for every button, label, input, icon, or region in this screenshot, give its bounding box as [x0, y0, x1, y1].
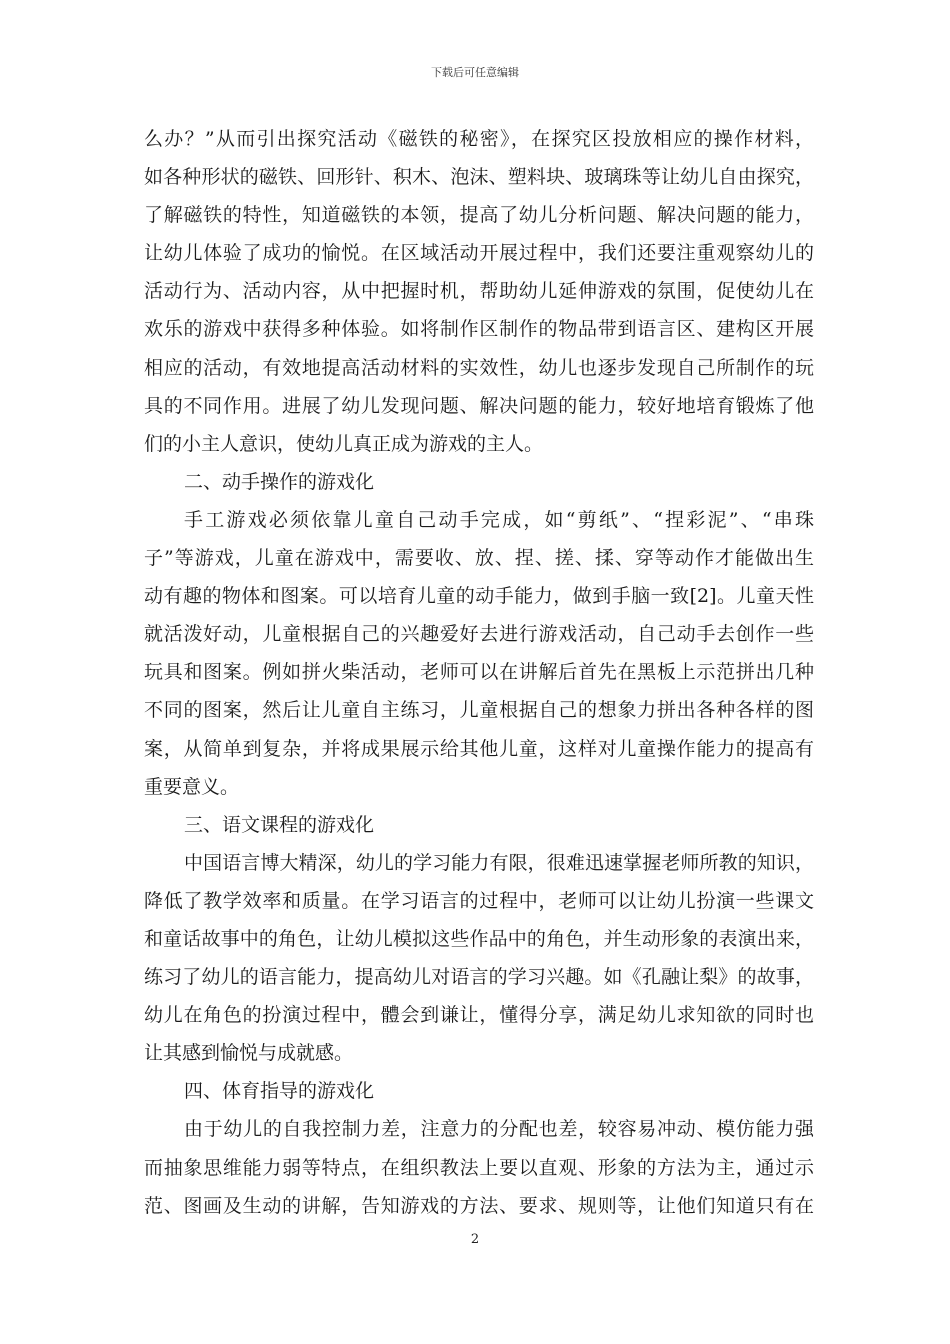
page-header: 下载后可任意编辑 — [431, 66, 519, 79]
section-heading: 二、动手操作的游戏化 — [184, 470, 375, 493]
text-line: 让其感到愉悦与成就感。 — [144, 1042, 354, 1065]
text-line: 案，从简单到复杂，并将成果展示给其他儿童，这样对儿童操作能力的提高有 — [144, 737, 814, 760]
text-line: 相应的活动，有效地提高活动材料的实效性，幼儿也逐步发现自己所制作的玩 — [144, 356, 814, 379]
text-line: 如各种形状的磁铁、回形针、积木、泡沫、塑料块、玻璃珠等让幼儿自由探究， — [144, 166, 814, 189]
text-line: 了解磁铁的特性，知道磁铁的本领，提高了幼儿分析问题、解决问题的能力， — [144, 204, 814, 227]
text-line: 不同的图案，然后让儿童自主练习，儿童根据自己的想象力拼出各种各样的图 — [144, 699, 814, 722]
section-heading: 四、体育指导的游戏化 — [184, 1080, 375, 1103]
text-line: 幼儿在角色的扮演过程中，體会到谦让，懂得分享，满足幼儿求知欲的同时也 — [144, 1004, 814, 1027]
text-line: 子”等游戏，儿童在游戏中，需要收、放、捏、搓、揉、穿等动作才能做出生 — [144, 547, 814, 570]
document-body — [144, 120, 814, 1225]
text-line: 重要意义。 — [144, 775, 240, 798]
paragraph — [144, 1110, 814, 1224]
text-line: 范、图画及生动的讲解，告知游戏的方法、要求、规则等，让他们知道只有在 — [144, 1194, 814, 1217]
paragraph-continuation — [144, 120, 814, 463]
text-line: 降低了教学效率和质量。在学习语言的过程中，老师可以让幼儿扮演一些课文 — [144, 889, 814, 912]
text-line: 由于幼儿的自我控制力差，注意力的分配也差，较容易冲动、模仿能力强 — [184, 1118, 814, 1141]
text-line: 欢乐的游戏中获得多种体验。如将制作区制作的物品带到语言区、建构区开展 — [144, 318, 814, 341]
text-line: 活动行为、活动内容，从中把握时机，帮助幼儿延伸游戏的氛围，促使幼儿在 — [144, 280, 814, 303]
text-line: 么办？”从而引出探究活动《磁铁的秘密》，在探究区投放相应的操作材料， — [144, 128, 814, 150]
paragraph — [144, 844, 814, 1073]
paragraph — [144, 501, 814, 806]
section-heading: 三、语文课程的游戏化 — [184, 813, 375, 836]
text-line: 动有趣的物体和图案。可以培育儿童的动手能力，做到手脑一致[2]。儿童天性 — [144, 585, 814, 608]
text-line: 就活泼好动，儿童根据自己的兴趣爱好去进行游戏活动，自己动手去创作一些 — [144, 623, 814, 646]
text-line: 玩具和图案。例如拼火柴活动，老师可以在讲解后首先在黑板上示范拼出几种 — [144, 661, 814, 684]
text-line: 具的不同作用。进展了幼儿发现问题、解决问题的能力，较好地培育锻炼了他 — [144, 394, 814, 417]
page-number: 2 — [470, 1232, 480, 1247]
text-line: 中国语言博大精深，幼儿的学习能力有限，很难迅速掌握老师所教的知识， — [184, 851, 814, 874]
text-line: 而抽象思维能力弱等特点，在组织教法上要以直观、形象的方法为主，通过示 — [144, 1156, 814, 1179]
text-line: 们的小主人意识，使幼儿真正成为游戏的主人。 — [144, 432, 544, 455]
text-line: 让幼儿体验了成功的愉悦。在区域活动开展过程中，我们还要注重观察幼儿的 — [144, 242, 814, 265]
text-line: 练习了幼儿的语言能力，提高幼儿对语言的学习兴趣。如《孔融让梨》的故事， — [144, 966, 814, 989]
text-line: 和童话故事中的角色，让幼儿模拟这些作品中的角色，并生动形象的表演出来， — [144, 927, 814, 950]
text-line: 手工游戏必须依靠儿童自己动手完成，如“剪纸”、“捏彩泥”、“串珠 — [184, 508, 814, 531]
